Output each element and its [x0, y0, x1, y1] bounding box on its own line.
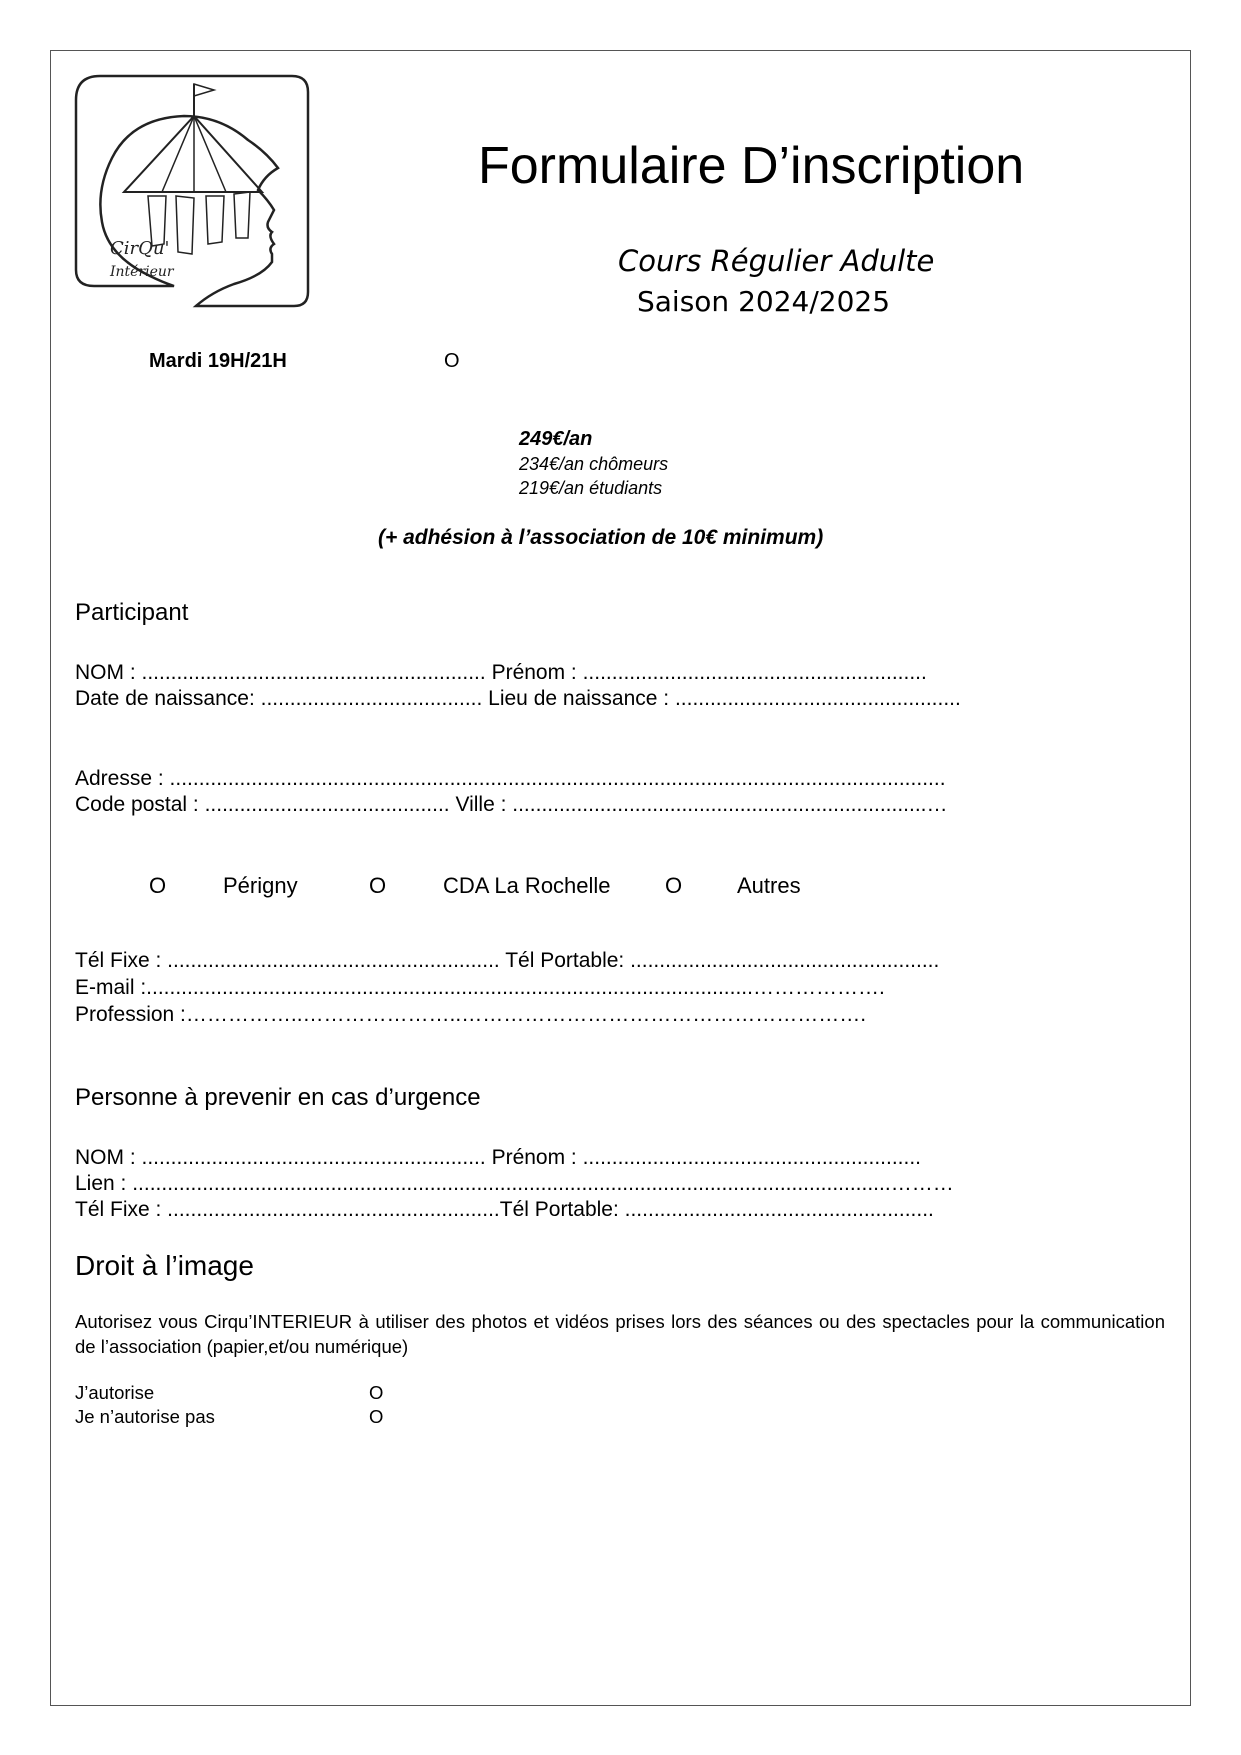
price-students: 219€/an étudiants	[519, 478, 663, 498]
schedule-label: Mardi 19H/21H	[149, 350, 287, 372]
price-unemployed: 234€/an chômeurs	[519, 454, 669, 474]
emergency-link-field[interactable]: Lien : ..................................................................................................................................………	[75, 1172, 954, 1195]
autres-checkbox[interactable]: O	[665, 873, 683, 898]
image-rights-question: Autorisez vous Cirqu’INTERIEUR à utiliser des photos et vidéos prises lors des séances ou des spectacles pour la communication de l’association (papier,et/ou numérique)	[75, 1311, 1165, 1357]
form-subtitle: Cours Régulier Adulte	[618, 244, 935, 278]
cda-checkbox[interactable]: O	[369, 873, 387, 898]
participant-email-field[interactable]: E-mail :........................................................................................................……………….	[75, 976, 885, 999]
emergency-heading: Personne à prevenir en cas d’urgence	[75, 1084, 481, 1111]
autres-label: Autres	[737, 873, 801, 898]
season-label: Saison 2024/2025	[637, 285, 891, 318]
emergency-phone-field[interactable]: Tél Fixe : .........................................................Tél Portable: .....................................................	[75, 1198, 934, 1221]
schedule-checkbox[interactable]: O	[444, 350, 460, 372]
perigny-checkbox[interactable]: O	[149, 873, 167, 898]
logo-text-line2: Intérieur	[110, 264, 174, 280]
emergency-name-field[interactable]: NOM : ........................................................... Prénom : ..........................................................	[75, 1146, 921, 1169]
participant-phone-field[interactable]: Tél Fixe : ......................................................... Tél Portable: .....................................................	[75, 949, 940, 972]
not-authorize-checkbox[interactable]: O	[369, 1406, 384, 1427]
price-standard: 249€/an	[519, 428, 593, 450]
membership-note: (+ adhésion à l’association de 10€ minimum)	[378, 526, 824, 549]
participant-postal-field[interactable]: Code postal : .......................................... Ville : .......................................................................…	[75, 793, 948, 816]
participant-heading: Participant	[75, 599, 189, 626]
cda-label: CDA La Rochelle	[443, 873, 611, 898]
logo-text-line1: CirQu'	[110, 238, 170, 259]
image-rights-heading: Droit à l’image	[75, 1250, 254, 1281]
participant-birth-field[interactable]: Date de naissance: ...................................... Lieu de naissance : .................................................	[75, 687, 961, 710]
participant-name-field[interactable]: NOM : ........................................................... Prénom : ...........................................................	[75, 661, 927, 684]
authorize-label: J’autorise	[75, 1382, 155, 1403]
authorize-checkbox[interactable]: O	[369, 1382, 384, 1403]
form-title: Formulaire D’inscription	[478, 137, 1025, 195]
cirqu-interieur-logo	[72, 72, 344, 312]
participant-address-field[interactable]: Adresse : .....................................................................................................................................	[75, 767, 946, 790]
perigny-label: Périgny	[223, 873, 298, 898]
participant-profession-field[interactable]: Profession :……………..…………………..………………………………………………….	[75, 1003, 867, 1026]
not-authorize-label: Je n’autorise pas	[75, 1406, 215, 1427]
